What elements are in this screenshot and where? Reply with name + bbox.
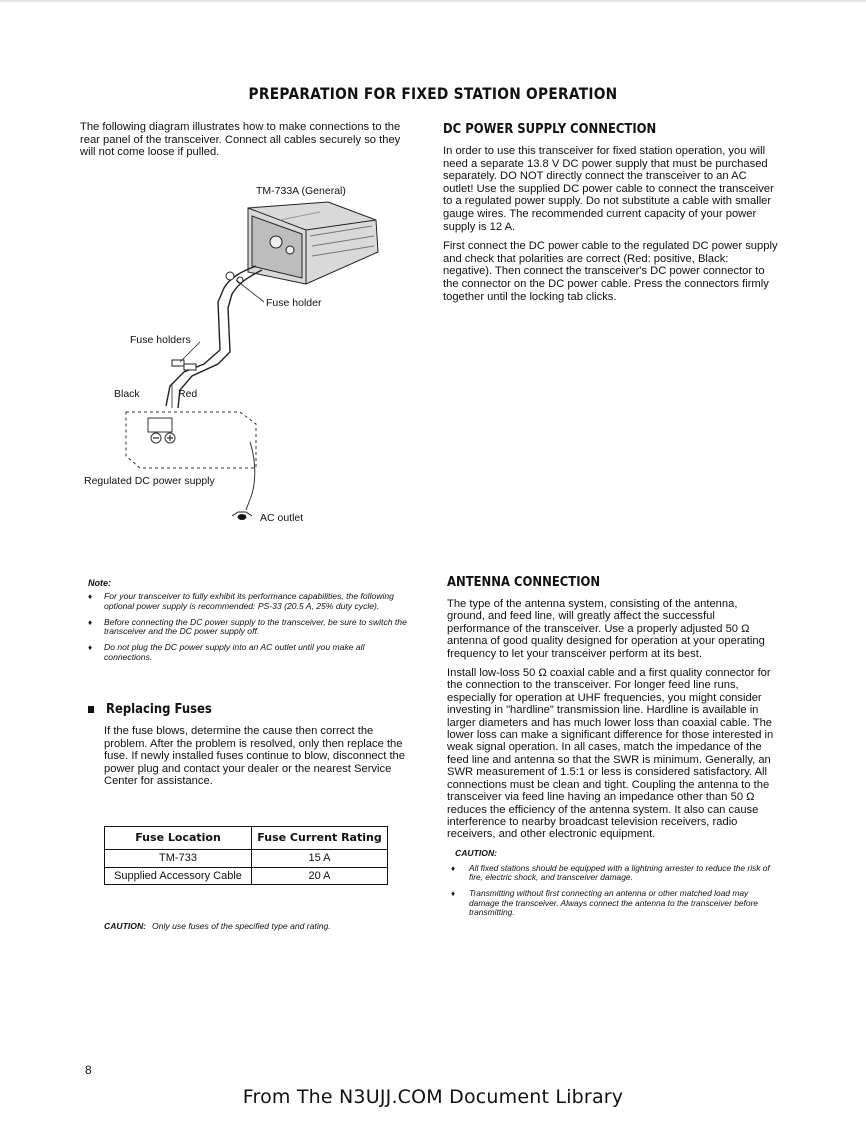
- fuse-table-header-row: [105, 827, 388, 850]
- note-item: ♦ Before connecting the DC power supply to the transceiver, be sure to switch the transceiver and the DC power supply off.: [88, 618, 410, 638]
- diagram-model-label: TM-733A (General): [256, 185, 346, 197]
- antenna-caution-list: [447, 864, 775, 918]
- caution-item: ♦ Transmitting without first connecting an antenna or other matched load may damage the transceiver. Always connect the antenna to the transceiver before transmitting.: [447, 889, 775, 918]
- fuse-caution: [104, 921, 331, 931]
- dc-section-heading: DC POWER SUPPLY CONNECTION: [443, 121, 657, 137]
- red-wire-label: Red: [178, 388, 198, 400]
- note-item: ♦ Do not plug the DC power supply into an AC outlet until you make all connections.: [88, 643, 410, 663]
- page-title: PREPARATION FOR FIXED STATION OPERATION: [248, 84, 618, 103]
- dc-power-section: [443, 121, 779, 310]
- fuse-holder-label: Fuse holder: [266, 297, 322, 309]
- antenna-paragraph-1: The type of the antenna system, consisting of the antenna, ground, and feed line, will greatly affect the successful performance of the transceiver. Use a properly adjusted 50 Ω antenna of good quality designed for operation at your operating frequency to let your transceiver perform at its best.: [447, 598, 765, 660]
- page-number: 8: [85, 1063, 92, 1077]
- fuse-table-header: Fuse Location: [105, 827, 252, 850]
- fuse-table: [104, 826, 388, 885]
- dc-paragraph-2: First connect the DC power cable to the regulated DC power supply and check that polarities are correct (Red: positive, Black: negative). Then connect the transceiver's DC power connector to the connector on the DC power cable. Press the connectors firmly together until the locking tab clicks.: [443, 240, 778, 303]
- intro-paragraph: The following diagram illustrates how to make connections to the rear panel of the transceiver. Connect all cables securely so they will not come loose if pulled.: [80, 121, 401, 159]
- fuses-heading-text: Replacing Fuses: [106, 701, 212, 717]
- antenna-caution-title: CAUTION:: [455, 847, 498, 858]
- fuse-holders-label: Fuse holders: [130, 334, 191, 346]
- fuse-caution-text: Only use fuses of the specified type and rating.: [152, 921, 331, 931]
- note-item: ♦ For your transceiver to fully exhibit its performance capabilities, the following optional power supply is recommended: PS-33 (20.5 A, 25% duty cycle).: [88, 592, 410, 612]
- caution-item: ♦ All fixed stations should be equipped with a lightning arrester to reduce the risk of fire, electric shock, and transceiver damage.: [447, 864, 775, 883]
- note-list: [88, 592, 410, 663]
- power-supply-label: Regulated DC power supply: [84, 475, 215, 487]
- antenna-heading: ANTENNA CONNECTION: [447, 574, 601, 590]
- fuses-paragraph: If the fuse blows, determine the cause then correct the problem. After the problem is resolved, only then replace the fuse. If newly installed fuses continue to blow, disconnect the power plug and contact your dealer or the nearest Service Center for assistance.: [104, 725, 405, 788]
- note-title: Note:: [88, 578, 111, 588]
- dc-paragraph-1: In order to use this transceiver for fixed station operation, you will need a separate 13.8 V DC power supply that must be purchased separately. DO NOT directly connect the transceiver to an AC outlet! Use the supplied DC power cable to connect the transceiver to a regulated power supply. Do not substitute a cable with smaller gauge wires. The recommended current capacity of your power supply is 12 A.: [443, 145, 774, 233]
- fuse-rating-cell: 15 A: [252, 850, 388, 868]
- antenna-paragraph-2: Install low-loss 50 Ω coaxial cable and a first quality connector for the connection to the transceiver. For longer feed line runs, especially for operation at UHF frequencies, you might consider investing in "hardline" transmission line. Hardline is available in larger diameters and has much lower loss than coaxial cable. The lower loss can make a significant difference for those interested in weak signal operation. In all cases, match the impedance of the feed line and antenna so that the SWR is minimum. Generally, an SWR measurement of 1.5:1 or less is considered satisfactory. All connections must be clean and tight. Coupling the antenna to the transceiver via feed line having an impedance other than 50 Ω reduces the efficiency of the antenna system. It also can cause interference to nearby broadcast television receivers, radio receivers, and other electronic equipment.: [447, 667, 774, 841]
- table-row: [105, 850, 388, 868]
- fuse-holder-marker: [172, 272, 243, 370]
- fuses-heading: [88, 701, 365, 717]
- ac-plug-icon: [232, 512, 252, 520]
- connection-diagram: [80, 180, 410, 530]
- square-bullet-icon: [88, 706, 94, 713]
- replacing-fuses-section: [88, 701, 410, 795]
- fuse-holder-leader: [236, 280, 264, 302]
- fuse-location-cell: TM-733: [105, 850, 252, 868]
- fuse-rating-cell: 20 A: [252, 867, 388, 885]
- antenna-section: [447, 574, 775, 924]
- power-supply-illustration: [126, 412, 256, 510]
- table-row: [105, 867, 388, 885]
- fuse-location-cell: Supplied Accessory Cable: [105, 867, 252, 885]
- ac-outlet-label: AC outlet: [260, 512, 304, 524]
- fuse-table-header: Fuse Current Rating: [252, 827, 388, 850]
- black-wire-label: Black: [114, 388, 140, 400]
- note-block: [88, 578, 410, 669]
- fuse-caution-label: CAUTION:: [104, 921, 147, 931]
- library-footer: From The N3UJJ.COM Document Library: [242, 1086, 624, 1108]
- transceiver-illustration: [248, 202, 378, 284]
- top-rule: [0, 0, 866, 2]
- intro-section: [80, 121, 412, 166]
